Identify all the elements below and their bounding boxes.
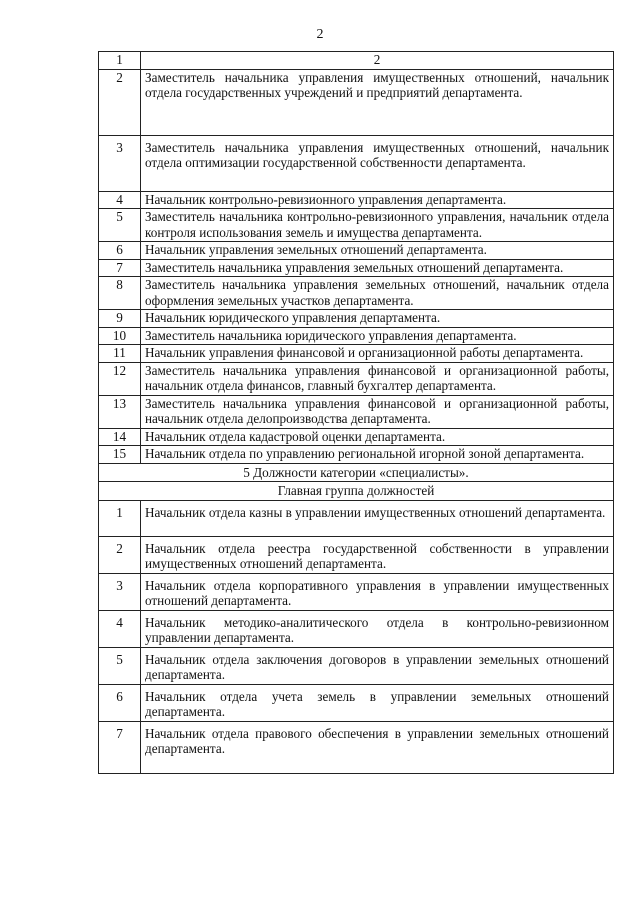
row-text: Начальник контрольно-ревизионного управления департамента.	[141, 191, 614, 209]
row-text: Заместитель начальника управления земельных отношений, начальник отдела оформления земельных участков департамента.	[141, 277, 614, 310]
table-row	[99, 135, 614, 191]
row-text: Начальник отдела кадастровой оценки департамента.	[141, 428, 614, 446]
table-row	[99, 310, 614, 328]
table-row	[99, 573, 614, 610]
row-number: 13	[99, 395, 141, 428]
row-text: Заместитель начальника управления финансовой и организационной работы, начальник отдела финансов, главный бухгалтер департамента.	[141, 362, 614, 395]
table-row	[99, 209, 614, 242]
table-row	[99, 428, 614, 446]
section-heading-row	[99, 463, 614, 500]
row-number: 6	[99, 242, 141, 260]
row-text: Начальник юридического управления департамента.	[141, 310, 614, 328]
row-text: Начальник отдела правового обеспечения в управлении земельных отношений департамента.	[141, 721, 614, 773]
row-number: 7	[99, 259, 141, 277]
row-number: 5	[99, 209, 141, 242]
row-number: 1	[99, 500, 141, 536]
row-number: 14	[99, 428, 141, 446]
row-number: 6	[99, 684, 141, 721]
table-row	[99, 277, 614, 310]
row-text: Начальник управления финансовой и организационной работы департамента.	[141, 345, 614, 363]
row-text: Начальник управления земельных отношений департамента.	[141, 242, 614, 260]
table-row	[99, 446, 614, 464]
positions-table	[98, 51, 614, 774]
table-row	[99, 259, 614, 277]
row-text: Заместитель начальника юридического управления департамента.	[141, 327, 614, 345]
page-number: 2	[316, 27, 324, 42]
table-row	[99, 362, 614, 395]
table-row	[99, 684, 614, 721]
row-number: 4	[99, 191, 141, 209]
header-cell-number: 1	[99, 52, 141, 70]
row-text: Начальник отдела по управлению региональной игорной зоной департамента.	[141, 446, 614, 464]
table-row	[99, 721, 614, 773]
table-row	[99, 536, 614, 573]
row-text: Заместитель начальника управления финансовой и организационной работы, начальник отдела делопроизводства департамента.	[141, 395, 614, 428]
section-title: 5 Должности категории «специалисты».	[99, 464, 613, 483]
row-number: 5	[99, 647, 141, 684]
table-header-row	[99, 52, 614, 70]
row-text: Начальник методико-аналитического отдела в контрольно-ревизионном управлении департамента.	[141, 610, 614, 647]
row-text: Начальник отдела корпоративного управления в управлении имущественных отношений департамента.	[141, 573, 614, 610]
row-number: 8	[99, 277, 141, 310]
row-text: Начальник отдела учета земель в управлении земельных отношений департамента.	[141, 684, 614, 721]
row-number: 15	[99, 446, 141, 464]
row-number: 7	[99, 721, 141, 773]
row-number: 4	[99, 610, 141, 647]
table-row	[99, 242, 614, 260]
row-number: 12	[99, 362, 141, 395]
row-text: Начальник отдела казны в управлении имущественных отношений департамента.	[141, 500, 614, 536]
table-row	[99, 610, 614, 647]
header-cell-position: 2	[141, 52, 614, 70]
row-number: 9	[99, 310, 141, 328]
table-row	[99, 395, 614, 428]
row-number: 3	[99, 135, 141, 191]
row-number: 3	[99, 573, 141, 610]
row-number: 11	[99, 345, 141, 363]
table-row	[99, 327, 614, 345]
row-number: 2	[99, 536, 141, 573]
row-number: 10	[99, 327, 141, 345]
section-heading-cell	[99, 463, 614, 500]
row-text: Заместитель начальника управления имущественных отношений, начальник отдела государственных учреждений и предприятий департамента.	[141, 69, 614, 135]
table-row	[99, 69, 614, 135]
row-text: Заместитель начальника управления имущественных отношений, начальник отдела оптимизации государственной собственности департамента.	[141, 135, 614, 191]
table-row	[99, 345, 614, 363]
table-row	[99, 191, 614, 209]
row-number: 2	[99, 69, 141, 135]
table-row	[99, 500, 614, 536]
table-row	[99, 647, 614, 684]
row-text: Заместитель начальника управления земельных отношений департамента.	[141, 259, 614, 277]
row-text: Начальник отдела реестра государственной собственности в управлении имущественных отношений департамента.	[141, 536, 614, 573]
section-subtitle: Главная группа должностей	[277, 483, 435, 498]
row-text: Заместитель начальника контрольно-ревизионного управления, начальник отдела контроля использования земель и имущества департамента.	[141, 209, 614, 242]
row-text: Начальник отдела заключения договоров в управлении земельных отношений департамента.	[141, 647, 614, 684]
